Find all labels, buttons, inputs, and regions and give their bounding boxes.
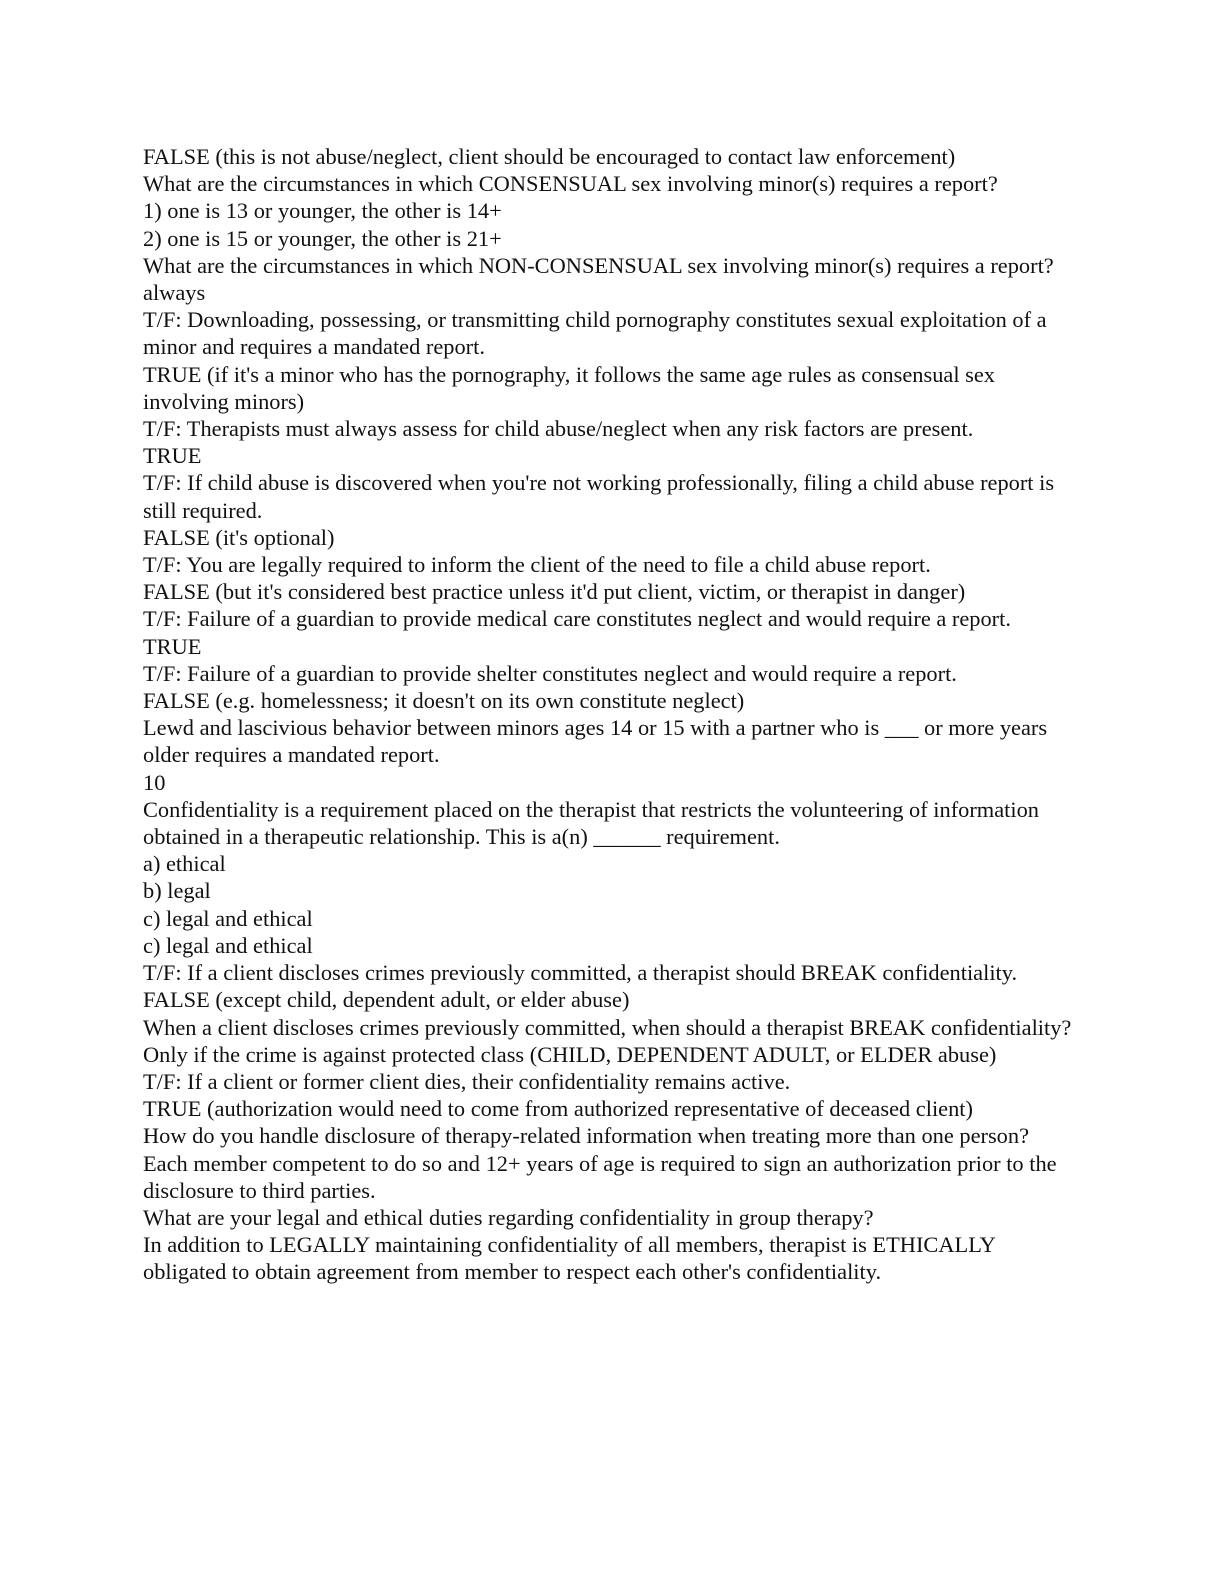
text-line: How do you handle disclosure of therapy-related information when treating more than one person? xyxy=(143,1123,1030,1149)
document-page xyxy=(143,143,1083,1286)
text-line: TRUE xyxy=(143,443,202,469)
text-line: TRUE xyxy=(143,633,202,659)
text-line: c) legal and ethical xyxy=(143,905,313,931)
text-line: FALSE (except child, dependent adult, or elder abuse) xyxy=(143,987,630,1013)
text-line: FALSE (but it's considered best practice unless it'd put client, victim, or therapist in danger) xyxy=(143,579,966,605)
text-line: In addition to LEGALLY maintaining confidentiality of all members, therapist is ETHICALLY obligated to obtain agreement from member to respect each other's confidentiality. xyxy=(143,1232,995,1285)
text-line: What are the circumstances in which CONSENSUAL sex involving minor(s) requires a report? xyxy=(143,171,998,197)
text-line: Only if the crime is against protected class (CHILD, DEPENDENT ADULT, or ELDER abuse) xyxy=(143,1041,997,1067)
text-line: a) ethical xyxy=(143,851,226,877)
text-line: FALSE (it's optional) xyxy=(143,524,335,550)
text-line: Confidentiality is a requirement placed on the therapist that restricts the volunteering of information obtained in a therapeutic relationship. This is a(n) ______ requirement. xyxy=(143,796,1039,850)
text-line: FALSE (e.g. homelessness; it doesn't on its own constitute neglect) xyxy=(143,688,745,714)
text-line: FALSE (this is not abuse/neglect, client should be encouraged to contact law enforcement) xyxy=(143,144,956,169)
text-line: T/F: Therapists must always assess for child abuse/neglect when any risk factors are present. xyxy=(143,416,974,442)
text-line: T/F: If a client or former client dies, their confidentiality remains active. xyxy=(143,1068,791,1094)
text-line: What are your legal and ethical duties regarding confidentiality in group therapy? xyxy=(143,1204,874,1230)
text-line: T/F: Failure of a guardian to provide medical care constitutes neglect and would require a report. xyxy=(143,606,1011,632)
text-line: Lewd and lascivious behavior between minors ages 14 or 15 with a partner who is ___ or more years older requires a mandated report. xyxy=(143,715,1048,768)
text-line: T/F: If child abuse is discovered when you're not working professionally, filing a child abuse report is still required. xyxy=(143,470,1055,523)
text-line: c) legal and ethical xyxy=(143,932,313,958)
text-line: 1) one is 13 or younger, the other is 14+ xyxy=(143,198,502,224)
text-line: When a client discloses crimes previously committed, when should a therapist BREAK confidentiality? xyxy=(143,1014,1072,1040)
text-line: T/F: If a client discloses crimes previously committed, a therapist should BREAK confidentiality. xyxy=(143,960,1018,986)
text-line: T/F: Downloading, possessing, or transmitting child pornography constitutes sexual exploitation of a minor and requires a mandated report. xyxy=(143,307,1047,360)
text-line: TRUE (if it's a minor who has the pornography, it follows the same age rules as consensual sex involving minors) xyxy=(143,361,995,414)
text-line: 2) one is 15 or younger, the other is 21+ xyxy=(143,225,502,251)
text-line: always xyxy=(143,280,206,306)
text-line: T/F: You are legally required to inform the client of the need to file a child abuse report. xyxy=(143,552,931,578)
text-line: What are the circumstances in which NON-CONSENSUAL sex involving minor(s) requires a report? xyxy=(143,252,1054,278)
text-line: 10 xyxy=(143,769,166,795)
text-line: TRUE (authorization would need to come from authorized representative of deceased client) xyxy=(143,1096,973,1122)
text-line: T/F: Failure of a guardian to provide shelter constitutes neglect and would require a report. xyxy=(143,660,957,686)
text-line: Each member competent to do so and 12+ years of age is required to sign an authorization prior to the disclosure to third parties. xyxy=(143,1150,1057,1203)
text-line: b) legal xyxy=(143,878,211,904)
